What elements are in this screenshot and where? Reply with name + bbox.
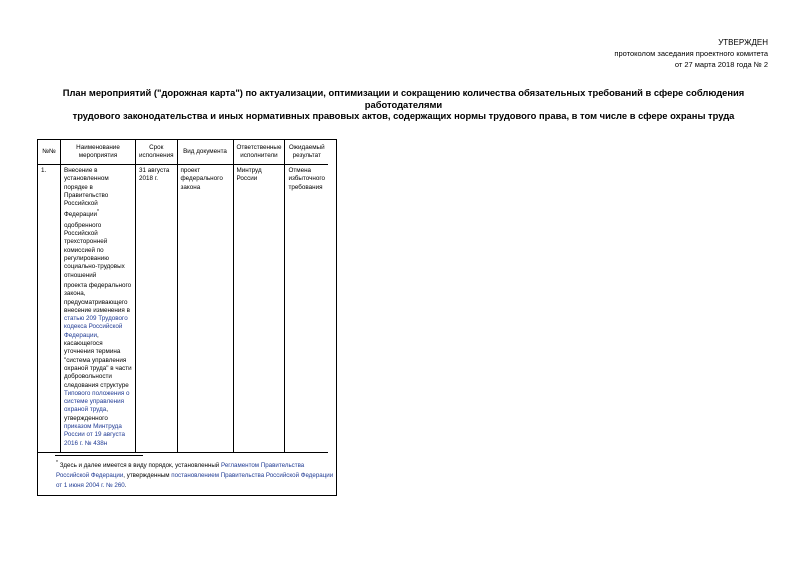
header-executors: Ответственные исполнители bbox=[233, 140, 285, 165]
header-expected-result: Ожидаемый результат bbox=[285, 140, 328, 165]
approval-block bbox=[614, 37, 768, 70]
cell-document-type: проект федерального закона bbox=[177, 165, 233, 453]
measure-text-5: , утвержденного bbox=[64, 406, 109, 422]
header-measure-name: Наименование мероприятия bbox=[61, 140, 136, 165]
link-order-438n[interactable]: приказом Минтруда России от 19 августа 2016 г. № 438н bbox=[64, 423, 125, 447]
measures-table bbox=[38, 140, 328, 453]
cell-executor: Минтруд России bbox=[233, 165, 285, 453]
measure-text-2: одобренного Российской трехсторонней комиссией по регулированию социально-трудовых отношений bbox=[64, 221, 125, 279]
measure-text-3: проекта федерального закона, предусматривающего внесение изменения в bbox=[64, 281, 132, 314]
footnote-mark: * bbox=[96, 209, 99, 216]
link-government-regulation[interactable]: Регламентом Правительства Российской Федерации bbox=[56, 462, 305, 480]
link-model-regulation[interactable]: Типового положения о системе управления охраной труда bbox=[64, 389, 130, 414]
table-row bbox=[38, 165, 328, 453]
header-number: №№ bbox=[38, 140, 61, 165]
document-title-line-1: План мероприятий ("дорожная карта") по актуализации, оптимизации и сокращению количества обязательных требований в сфере соблюдения работодателями bbox=[62, 87, 745, 110]
footnote bbox=[56, 458, 334, 491]
table-header-row bbox=[38, 140, 328, 165]
measure-text-1: Внесение в установленном порядке в Правительство Российской Федерации bbox=[64, 167, 109, 219]
header-deadline: Срок исполнения bbox=[136, 140, 178, 165]
approval-line-1: протоколом заседания проектного комитета bbox=[614, 49, 768, 58]
approval-line-2: от 27 марта 2018 года № 2 bbox=[674, 60, 768, 69]
cell-expected-result: Отмена избыточного требования bbox=[285, 165, 328, 453]
table-frame bbox=[37, 139, 337, 496]
footnote-text-2: , утвержденным bbox=[123, 472, 170, 480]
cell-measure-name bbox=[61, 165, 136, 453]
footnote-divider bbox=[55, 455, 143, 456]
footnote-mark-bottom: * bbox=[56, 460, 58, 466]
approval-title: УТВЕРЖДЕН bbox=[718, 38, 768, 47]
measure-text-4: , касающегося уточнения термина "система управления охраной труда" в части добровольности следования структуре bbox=[64, 331, 132, 389]
document-title bbox=[40, 87, 767, 122]
document-title-line-2: трудового законодательства и иных нормативных правовых актов, содержащих нормы трудового права, в том числе в сфере охраны труда bbox=[72, 110, 735, 121]
cell-deadline: 31 августа 2018 г. bbox=[136, 165, 178, 453]
footnote-text-3: . bbox=[124, 482, 127, 490]
cell-number: 1. bbox=[38, 165, 61, 453]
measure-text-block bbox=[64, 282, 132, 448]
link-article-209[interactable]: статью 209 Трудового кодекса Российской Федерации bbox=[64, 315, 128, 339]
footnote-text-1: Здесь и далее имеется в виду порядок, установленный bbox=[59, 462, 220, 470]
link-government-decree[interactable]: постановлением Правительства Российской Федерации от 1 июня 2004 г. № 260 bbox=[56, 472, 334, 490]
header-document-type: Вид документа bbox=[177, 140, 233, 165]
